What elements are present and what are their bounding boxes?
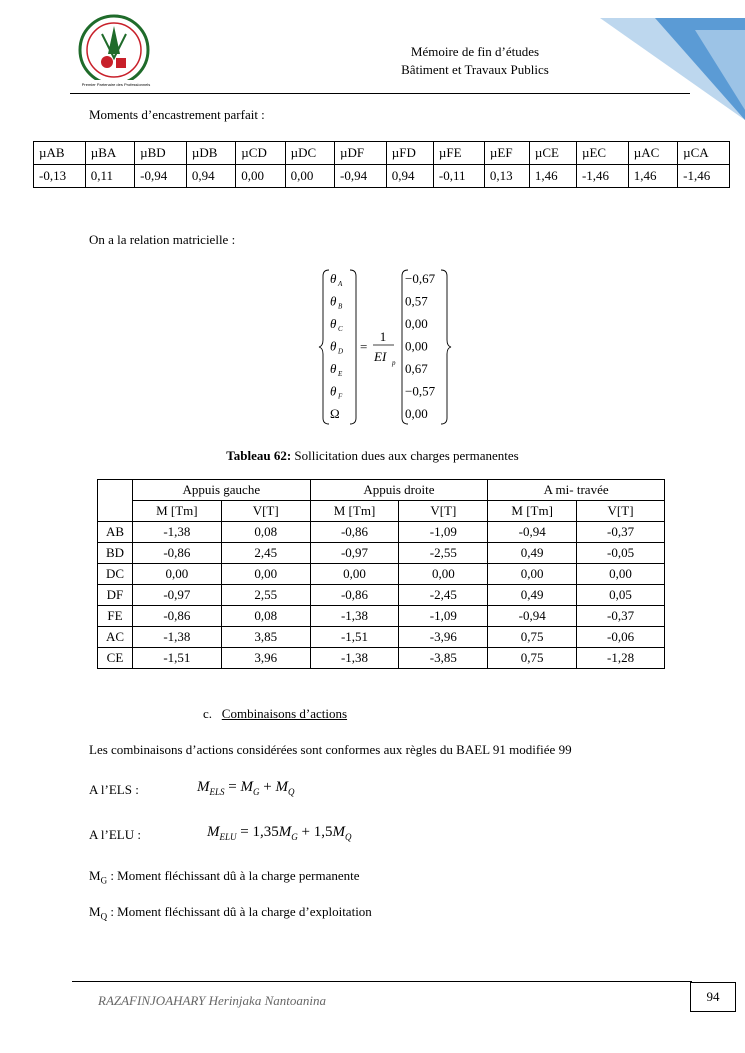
table-cell: -0,05	[577, 543, 665, 564]
table-row	[98, 606, 665, 627]
rotation-value: −0,57	[405, 383, 436, 399]
theta-subscript: C	[338, 325, 343, 333]
table-row	[98, 522, 665, 543]
row-label-cell: DC	[98, 564, 133, 585]
moment-value-cell: 1,46	[628, 165, 677, 188]
table-row	[98, 564, 665, 585]
table-cell: 0,05	[577, 585, 665, 606]
subheader-cell: M [Tm]	[310, 501, 399, 522]
moment-value-cell: 0,94	[186, 165, 235, 188]
table-cell: -0,86	[310, 585, 399, 606]
table-cell: 0,49	[488, 585, 577, 606]
table-cell: -1,38	[132, 627, 221, 648]
group-header-cell: A mi- travée	[488, 480, 665, 501]
moment-header-cell: µAB	[34, 142, 86, 165]
footer-rule	[72, 981, 692, 982]
rotation-value: 0,00	[405, 406, 428, 421]
corner-cell	[98, 480, 133, 522]
definition-mq: $M_Q$ : Moment fléchissant dû à la charge d’exploitation	[89, 904, 372, 922]
theta-subscript: B	[338, 302, 343, 311]
moment-value-cell: -1,46	[678, 165, 730, 188]
moment-value-cell: 1,46	[529, 165, 576, 188]
moment-header-cell: µCE	[529, 142, 576, 165]
table-cell: 0,00	[310, 564, 399, 585]
theta-subscript: E	[338, 370, 343, 378]
left-vector-bracket	[350, 270, 356, 424]
table-row	[98, 648, 665, 669]
moment-header-cell: µDF	[335, 142, 387, 165]
table-cell: -1,38	[310, 606, 399, 627]
subheader-cell: V[T]	[399, 501, 488, 522]
moment-header-cell: µBD	[135, 142, 187, 165]
moment-value-cell: -0,13	[34, 165, 86, 188]
table-cell: 2,55	[221, 585, 310, 606]
theta-symbol: θ	[330, 338, 337, 354]
table-cell: 0,08	[221, 606, 310, 627]
table-cell: -1,09	[399, 606, 488, 627]
moment-header-cell: µFE	[433, 142, 484, 165]
rotation-value: 0,00	[405, 338, 428, 354]
table-caption: Tableau 62: Sollicitation dues aux charges permanentes	[226, 448, 519, 463]
moment-header-cell: µDC	[285, 142, 334, 165]
group-header-row	[98, 480, 665, 501]
row-label-cell: AC	[98, 627, 133, 648]
theta-symbol: θ	[330, 383, 337, 399]
moment-value-cell: -0,11	[433, 165, 484, 188]
table-cell: 0,00	[221, 564, 310, 585]
table-cell: -0,86	[310, 522, 399, 543]
subheader-row	[98, 501, 665, 522]
table-cell: -1,51	[132, 648, 221, 669]
row-label-cell: AB	[98, 522, 133, 543]
table-cell: -0,37	[577, 606, 665, 627]
fraction-numerator: 1	[379, 329, 387, 344]
moment-header-cell: µEC	[576, 142, 628, 165]
moments-table	[33, 141, 730, 188]
table-cell: 0,49	[488, 543, 577, 564]
moment-header-cell: µCD	[236, 142, 285, 165]
table-cell: -0,97	[310, 543, 399, 564]
subheader-cell: V[T]	[577, 501, 665, 522]
rotation-value: 0,00	[405, 316, 428, 331]
combinations-text: Les combinaisons d’actions considérées sont conformes aux règles du BAEL 91 modifiée 99	[89, 742, 572, 757]
moment-value-cell: 0,13	[484, 165, 529, 188]
matrix-equation	[318, 266, 453, 428]
theta-subscript: A	[338, 280, 343, 288]
table-cell: 0,00	[399, 564, 488, 585]
table-cell: -1,38	[132, 522, 221, 543]
table-cell: 3,96	[221, 648, 310, 669]
svg-text:Premier Partenaire des Profess: Premier Partenaire des Professionnels	[81, 82, 151, 87]
row-label-cell: DF	[98, 585, 133, 606]
right-brace	[441, 270, 451, 424]
table-cell: 0,75	[488, 627, 577, 648]
table-cell: -0,97	[132, 585, 221, 606]
header-title-line1: Mémoire de fin d’études	[410, 44, 540, 59]
theta-subscript: F	[338, 392, 343, 401]
row-label-cell: FE	[98, 606, 133, 627]
header-title-line2: Bâtiment et Travaux Publics	[401, 62, 549, 77]
solicitation-table	[97, 479, 665, 669]
definition-mg: $M_G$ : Moment fléchissant dû à la charge permanente	[89, 868, 360, 886]
moment-value-cell: 0,00	[236, 165, 285, 188]
theta-subscript: D	[338, 347, 344, 356]
els-equation: $M_{ELS} = M_G + M_Q$	[197, 779, 295, 797]
table-cell: 0,00	[577, 564, 665, 585]
omega-symbol: Ω	[330, 406, 340, 421]
moment-header-cell: µEF	[484, 142, 529, 165]
table-cell: -0,37	[577, 522, 665, 543]
left-brace	[319, 270, 329, 424]
rotation-vector	[405, 271, 436, 421]
moments-value-row	[34, 165, 730, 188]
theta-symbol: θ	[330, 361, 337, 376]
moment-value-cell: -0,94	[135, 165, 187, 188]
school-logo	[74, 12, 158, 92]
fraction-denominator: EI	[374, 349, 387, 364]
rotation-value: −0,67	[405, 271, 436, 286]
page-number: 94	[690, 982, 736, 1012]
rotation-value: 0,57	[405, 293, 428, 309]
table-cell: -1,51	[310, 627, 399, 648]
moment-header-cell: µBA	[85, 142, 134, 165]
table-cell: -0,94	[488, 522, 577, 543]
relation-text: On a la relation matricielle :	[89, 232, 236, 247]
table-row	[98, 543, 665, 564]
theta-vector	[330, 271, 343, 421]
table-cell: -0,06	[577, 627, 665, 648]
moment-value-cell: -0,94	[335, 165, 387, 188]
table-cell: -2,45	[399, 585, 488, 606]
moment-header-cell: µDB	[186, 142, 235, 165]
moments-title: Moments d’encastrement parfait :	[89, 107, 265, 122]
moment-value-cell: -1,46	[576, 165, 628, 188]
table-cell: -3,85	[399, 648, 488, 669]
moment-header-cell: µCA	[678, 142, 730, 165]
elu-equation: $M_{ELU} = 1,35M_G + 1,5M_Q$	[207, 824, 352, 842]
els-label: A l’ELS :	[89, 782, 139, 797]
table-cell: 0,08	[221, 522, 310, 543]
section-title: Combinaisons d’actions	[221, 706, 348, 721]
section-heading: c. Combinaisons d’actions	[203, 706, 348, 721]
row-label-cell: CE	[98, 648, 133, 669]
table-cell: -0,86	[132, 606, 221, 627]
theta-symbol: θ	[330, 316, 337, 331]
table-cell: -3,96	[399, 627, 488, 648]
moment-value-cell: 0,94	[386, 165, 433, 188]
table-cell: -1,09	[399, 522, 488, 543]
table-cell: -0,94	[488, 606, 577, 627]
moments-header-row	[34, 142, 730, 165]
table-cell: 2,45	[221, 543, 310, 564]
header-rule	[70, 93, 690, 94]
moment-header-cell: µAC	[628, 142, 677, 165]
fraction-denominator-sub: p	[392, 359, 396, 367]
table-cell: 0,00	[132, 564, 221, 585]
footer-author: RAZAFINJOAHARY Herinjaka Nantoanina	[98, 993, 326, 1008]
moment-value-cell: 0,00	[285, 165, 334, 188]
table-row	[98, 585, 665, 606]
subheader-cell: M [Tm]	[488, 501, 577, 522]
table-cell: -1,38	[310, 648, 399, 669]
rotation-value: 0,67	[405, 361, 428, 376]
table-cell: 0,75	[488, 648, 577, 669]
theta-symbol: θ	[330, 293, 337, 309]
table-cell: 3,85	[221, 627, 310, 648]
row-label-cell: BD	[98, 543, 133, 564]
theta-symbol: θ	[330, 271, 337, 286]
equals-sign: =	[360, 339, 368, 354]
table-row	[98, 627, 665, 648]
corner-decoration	[545, 0, 745, 120]
moment-header-cell: µFD	[386, 142, 433, 165]
moment-value-cell: 0,11	[85, 165, 134, 188]
table-cell: 0,00	[488, 564, 577, 585]
elu-label: A l’ELU :	[89, 827, 141, 842]
table-cell: -2,55	[399, 543, 488, 564]
group-header-cell: Appuis gauche	[132, 480, 310, 501]
group-header-cell: Appuis droite	[310, 480, 488, 501]
subheader-cell: V[T]	[221, 501, 310, 522]
table-cell: -0,86	[132, 543, 221, 564]
table-cell: -1,28	[577, 648, 665, 669]
subheader-cell: M [Tm]	[132, 501, 221, 522]
